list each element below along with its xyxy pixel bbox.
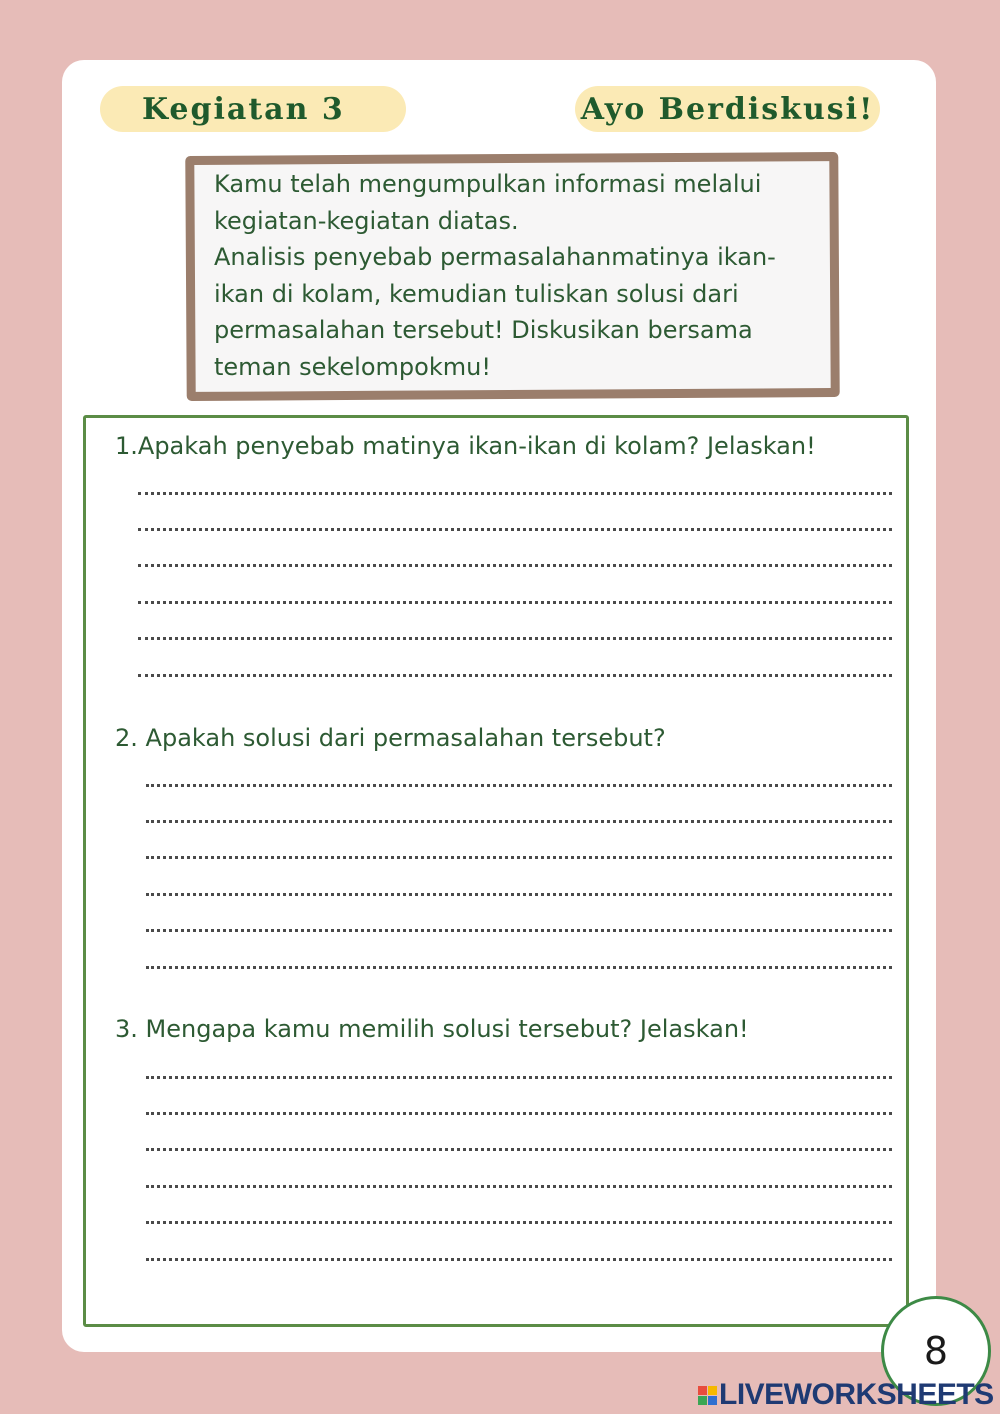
liveworksheets-logo-icon — [698, 1386, 717, 1405]
question-3 — [115, 1015, 749, 1043]
answer-line[interactable] — [138, 674, 892, 677]
answer-line[interactable] — [138, 492, 892, 495]
answer-line[interactable] — [146, 820, 892, 823]
answer-box — [83, 415, 909, 1327]
question-1 — [115, 432, 816, 460]
question-number: 2. — [115, 724, 138, 752]
answer-line[interactable] — [146, 784, 892, 787]
answer-line[interactable] — [146, 893, 892, 896]
instruction-paragraph-1: Kamu telah mengumpulkan informasi melalui kegiatan-kegiatan diatas. — [214, 170, 762, 235]
answer-line[interactable] — [146, 1221, 892, 1224]
answer-line[interactable] — [146, 1076, 892, 1079]
answer-line[interactable] — [138, 601, 892, 604]
answer-line[interactable] — [146, 1148, 892, 1151]
question-text: Mengapa kamu memilih solusi tersebut? Jelaskan! — [145, 1015, 749, 1043]
activity-label: Kegiatan 3 — [100, 86, 406, 132]
answer-line[interactable] — [138, 564, 892, 567]
answer-line[interactable] — [146, 1185, 892, 1188]
instruction-paragraph-2: Analisis penyebab permasalahanmatinya ikan-ikan di kolam, kemudian tuliskan solusi dari permasalahan tersebut! Diskusikan bersama teman sekelompokmu! — [214, 243, 776, 381]
answer-line[interactable] — [146, 966, 892, 969]
question-text: Apakah solusi dari permasalahan tersebut? — [145, 724, 666, 752]
answer-line[interactable] — [138, 637, 892, 640]
answer-line[interactable] — [146, 929, 892, 932]
answer-line[interactable] — [146, 1112, 892, 1115]
section-title: Ayo Berdiskusi! — [575, 86, 880, 132]
question-number: 3. — [115, 1015, 138, 1043]
page-number: 8 — [881, 1296, 991, 1406]
question-text: Apakah penyebab matinya ikan-ikan di kolam? Jelaskan! — [137, 432, 816, 460]
brand-watermark — [698, 1378, 994, 1412]
answer-line[interactable] — [138, 528, 892, 531]
answer-line[interactable] — [146, 856, 892, 859]
answer-line[interactable] — [146, 1258, 892, 1261]
brand-text: LIVEWORKSHEETS — [719, 1378, 994, 1411]
question-2 — [115, 724, 666, 752]
question-number: 1. — [115, 432, 138, 460]
instruction-text — [214, 166, 814, 385]
